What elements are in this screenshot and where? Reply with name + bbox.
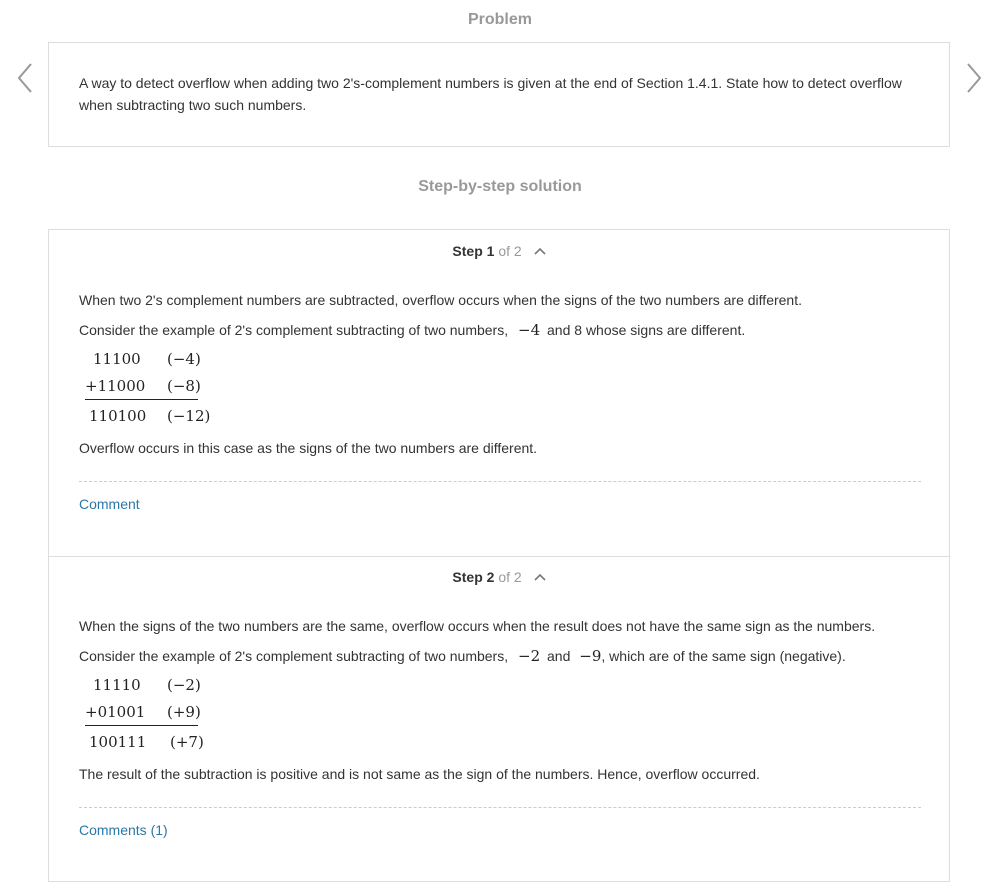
- step-text: Consider the example of 2's complement subtracting of two numbers,: [79, 322, 509, 338]
- binary-value: +11000: [85, 377, 146, 395]
- step-header[interactable]: [49, 569, 949, 585]
- step-conclusion: The result of the subtraction is positive and is not same as the sign of the numbers. Hence, overflow occurred.: [79, 766, 760, 782]
- binary-value: 11110: [93, 676, 141, 694]
- sum-line: [85, 399, 198, 400]
- divider: [79, 807, 921, 808]
- solution-box: [48, 229, 950, 882]
- decimal-value: (+9): [167, 703, 201, 721]
- chevron-up-icon[interactable]: [534, 242, 546, 258]
- chevron-up-icon[interactable]: [534, 568, 546, 584]
- math-value: −4: [518, 321, 541, 339]
- step-label: Step 1: [452, 243, 495, 259]
- step-paragraph: [79, 647, 846, 665]
- step-header[interactable]: [49, 243, 949, 259]
- binary-value: 110100: [89, 407, 147, 425]
- math-value: −2: [518, 647, 541, 665]
- problem-box: [48, 42, 950, 147]
- step-text: and 8 whose signs are different.: [547, 322, 746, 338]
- step-label: Step 2: [452, 569, 495, 585]
- decimal-value: (−12): [167, 407, 211, 425]
- sum-line: [85, 725, 198, 726]
- step-count: of 2: [498, 243, 522, 259]
- calc-row: [85, 377, 215, 399]
- solution-heading: Step-by-step solution: [418, 178, 582, 195]
- calc-row: [85, 733, 215, 755]
- chevron-right-icon[interactable]: [965, 62, 983, 94]
- step-conclusion: Overflow occurs in this case as the signs of the two numbers are different.: [79, 440, 538, 456]
- decimal-value: (+7): [170, 733, 204, 751]
- step-1: [49, 230, 949, 557]
- chevron-left-icon[interactable]: [16, 62, 34, 94]
- binary-value: 100111: [89, 733, 147, 751]
- comment-link[interactable]: Comment: [79, 496, 140, 512]
- calc-row: [85, 350, 215, 372]
- divider: [79, 481, 921, 482]
- decimal-value: (−2): [167, 676, 201, 694]
- math-value: −9: [579, 647, 602, 665]
- step-paragraph: When the signs of the two numbers are the same, overflow occurs when the result does not have the same sign as the numbers.: [79, 618, 876, 634]
- decimal-value: (−4): [167, 350, 201, 368]
- problem-heading: Problem: [467, 11, 532, 28]
- calc-row: [85, 676, 215, 698]
- comments-link[interactable]: Comments (1): [79, 822, 168, 838]
- calc-row: [85, 703, 215, 725]
- decimal-value: (−8): [167, 377, 201, 395]
- calc-row: [85, 407, 215, 429]
- problem-text: A way to detect overflow when adding two 2's-complement numbers is given at the end of Section 1.4.1. State how to detect overflow when subtracting two such numbers.: [79, 75, 902, 113]
- step-text: , which are of the same sign (negative).: [601, 648, 846, 664]
- step-2: [49, 556, 949, 882]
- step-text: Consider the example of 2's complement subtracting of two numbers,: [79, 648, 509, 664]
- step-count: of 2: [498, 569, 522, 585]
- step-paragraph: When two 2's complement numbers are subtracted, overflow occurs when the signs of the two numbers are different.: [79, 292, 802, 308]
- step-text: and: [547, 648, 571, 664]
- binary-value: +01001: [85, 703, 146, 721]
- step-paragraph: [79, 321, 745, 339]
- binary-value: 11100: [93, 350, 141, 368]
